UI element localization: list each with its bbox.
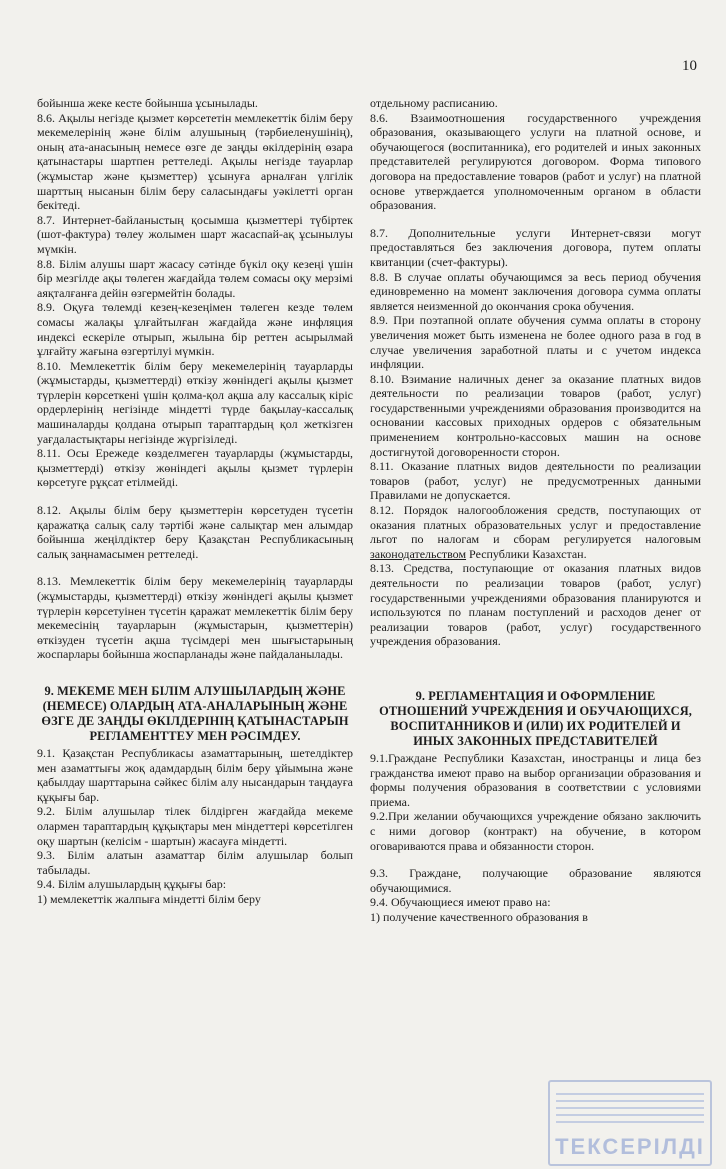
kk-paragraph-9-2: 9.2. Білім алушылар тілек білдірген жағдайда мекеме олармен тараптардың құқықтары мен міндеттері көрсетілген оқу шартын (келісім - шартын) жасауға міндетті. xyxy=(37,804,353,848)
kk-section-heading: 9. МЕКЕМЕ МЕН БІЛІМ АЛУШЫЛАРДЫҢ ЖӘНЕ (НЕМЕСЕ) ОЛАРДЫҢ АТА-АНАЛАРЫНЫҢ ЖӘНЕ ӨЗГЕ ДЕ ЗАҢДЫ ӨКІЛДЕРІНІҢ ҚАТЫНАСТАРЫН РЕГЛАМЕНТТЕУ МЕН РӘСІМДЕУ. xyxy=(41,683,349,743)
kk-paragraph-item-1: 1) мемлекеттік жалпыға міндетті білім беру xyxy=(37,891,261,906)
ru-paragraph-8-12-text: 8.12. Порядок налогообложения средств, поступающих от оказания платных образовательных услуг и предоставление льгот по налогам и сборам регулируется налоговым xyxy=(370,503,701,547)
russian-column xyxy=(370,96,701,925)
ru-paragraph-9-4: 9.4. Обучающиеся имеют право на: xyxy=(370,895,551,910)
stamp-lines xyxy=(556,1088,704,1128)
kk-paragraph-9-4: 9.4. Білім алушылардың құқығы бар: xyxy=(37,877,227,892)
ru-paragraph-8-12 xyxy=(370,503,701,561)
ru-paragraph-item-1: 1) получение качественного образования в xyxy=(370,909,588,924)
page-number: 10 xyxy=(682,58,697,74)
kk-paragraph-8-8: 8.8. Білім алушы шарт жасасу сәтінде бүкіл оқу кезеңі үшін бір мезгілде ақы төлеген жағдайда төлем сомасы оқу мерзімі аяқталғанға дейін өзгермейтін болады. xyxy=(37,256,353,300)
kk-paragraph-8-6: 8.6. Ақылы негізде қызмет көрсететін мемлекеттік білім беру мекемелерінің және білім алушының (тәрбиеленушінің), оның ата-анасының немесе өзге де заңды өкілдерінің өзара қатынастары шартпен реттеледі. Ақылы негізде тауарлар (жұмыстар және қызметтер) ұсынуға арналған үлгілік шарттың нысанын білім беру саласындағы уәкілетті орган бекітеді. xyxy=(37,110,353,213)
ru-paragraph-8-12-tail: Республики Казахстан. xyxy=(466,546,587,561)
legislation-link[interactable]: законодательством xyxy=(370,546,467,561)
kk-paragraph-8-7: 8.7. Интернет-байланыстың қосымша қызметтері түбіртек (шот-фактура) төлеу жолымен шарт жасаспай-ақ ұсынылуы мүмкін. xyxy=(37,212,353,256)
ru-paragraph-8-13: 8.13. Средства, поступающие от оказания платных видов деятельности по реализации товаров (работ, услуг) государственными учреждениями образования планируются и используются по планам поступлений и расходов денег от реализации товаров (работ, услуг) государственного учреждения образования. xyxy=(370,561,701,649)
kk-paragraph-8-13: 8.13. Мемлекеттік білім беру мекемелерінің тауарларды (жұмыстарды, қызметтерді) өткізу жөніндегі ақылы қызмет түрлерін көрсетуінен түсетін қаражат мемлекеттік білім беру мекемесінің тауарларын (жұмыстарын, қызметтерін) өткізуден түсетін ақша түсімдері мен шығыстарының жоспарлары бойынша жоспарланады және пайдаланылады. xyxy=(37,574,353,662)
ru-paragraph-8-8: 8.8. В случае оплаты обучающимся за весь период обучения единовременно на момент заключения договора сумма оплаты является неизменной до окончания срока обучения. xyxy=(370,269,701,313)
stamp-text: ТЕКСЕРІЛДІ xyxy=(555,1134,705,1159)
verification-stamp xyxy=(548,1080,712,1166)
kk-paragraph-continuation: бойынша жеке кесте бойынша ұсынылады. xyxy=(37,96,258,110)
kazakh-column xyxy=(37,96,353,907)
ru-paragraph-8-9: 8.9. При поэтапной оплате обучения сумма оплаты в сторону увеличения может быть изменена не более одного раза в год в случае увеличения заработной платы и с учетом индекса инфляции. xyxy=(370,313,701,372)
ru-paragraph-9-3: 9.3. Граждане, получающие образование являются обучающимися. xyxy=(370,866,701,895)
kk-paragraph-8-11: 8.11. Осы Ережеде көзделмеген тауарларды (жұмыстарды, қызметтерді) өткізу жөніндегі ақылы қызмет түрлерін көрсетуге рұқсат етілмейді. xyxy=(37,446,353,490)
ru-paragraph-9-1: 9.1.Граждане Республики Казахстан, иностранцы и лица без гражданства имеют право на выбор организации образования и формы получения образования в соответствии с условиями приема. xyxy=(370,750,701,809)
kk-paragraph-8-12: 8.12. Ақылы білім беру қызметтерін көрсетуден түсетін қаражатқа салық салу тәртібі және салықтар мен алымдар бойынша жеңілдіктер беру Қазақстан Республикасының салық заңнамасымен реттеледі. xyxy=(37,503,353,561)
ru-paragraph-9-2: 9.2.При желании обучающихся учреждение обязано заключить с ними договор (контракт) на обучение, в котором оговариваются права и обязанности сторон. xyxy=(370,809,701,853)
ru-paragraph-8-11: 8.11. Оказание платных видов деятельности по реализации товаров (работ, услуг) не предусмотренных данными Правилами не допускается. xyxy=(370,459,701,503)
kk-paragraph-8-9: 8.9. Оқуға төлемді кезең-кезеңімен төлеген кезде төлем сомасы жалақы ұлғайтылған жағдайда және инфляция индексі ескеріле отырып, жылына бір реттен асырылмай ұлғайту жағына өзгертілуі мүмкін. xyxy=(37,300,353,359)
ru-paragraph-8-7: 8.7. Дополнительные услуги Интернет-связи могут предоставляться без заключения договора, путем оплаты квитанции (счет-фактуры). xyxy=(370,225,701,269)
ru-section-heading: 9. РЕГЛАМЕНТАЦИЯ И ОФОРМЛЕНИЕ ОТНОШЕНИЙ УЧРЕЖДЕНИЯ И ОБУЧАЮЩИХСЯ, ВОСПИТАННИКОВ И (ИЛИ) ИХ РОДИТЕЛЕЙ И ИНЫХ ЗАКОННЫХ ПРЕДСТАВИТЕЛЕЙ xyxy=(379,688,692,748)
kk-paragraph-9-1: 9.1. Қазақстан Республикасы азаматтарының, шетелдіктер мен азаматтығы жоқ адамдардың білім беру ұйымына және қабылдау шарттарына сәйкес білім алу нысандарын таңдауға құқығы бар. xyxy=(37,745,353,804)
kk-paragraph-9-3: 9.3. Білім алатын азаматтар білім алушылар болып табылады. xyxy=(37,848,353,877)
ru-paragraph-8-10: 8.10. Взимание наличных денег за оказание платных видов деятельности по реализации товаров (работ, услуг) государственными учреждениями образования производится на основании кассовых приходных ордеров с обязательным применением контрольно-кассовых машин на основе достигнутой договоренности сторон. xyxy=(370,371,701,459)
kk-paragraph-8-10: 8.10. Мемлекеттік білім беру мекемелерінің тауарларды (жұмыстарды, қызметтерді) өткізу жөніндегі ақылы қызмет түрлерін көрсеткені үшін қолма-қол ақша алу кассалық кіріс ордерлерінің негізінде міндетті түрде бақылау-кассалық машиналарды қолдана отырып тараптардың қол жеткізген уағдаластықтары негізінде жүргізіледі. xyxy=(37,358,353,446)
ru-paragraph-8-6: 8.6. Взаимоотношения государственного учреждения образования, оказывающего услуги на платной основе, и обучающегося (воспитанника), его родителей и иных законных представителей регулируются договором. Форма типового договора на предоставление товаров (работ и услуг) на платной основе утверждается уполномоченным органом в области образования. xyxy=(370,110,701,213)
ru-paragraph-continuation: отдельному расписанию. xyxy=(370,96,498,110)
